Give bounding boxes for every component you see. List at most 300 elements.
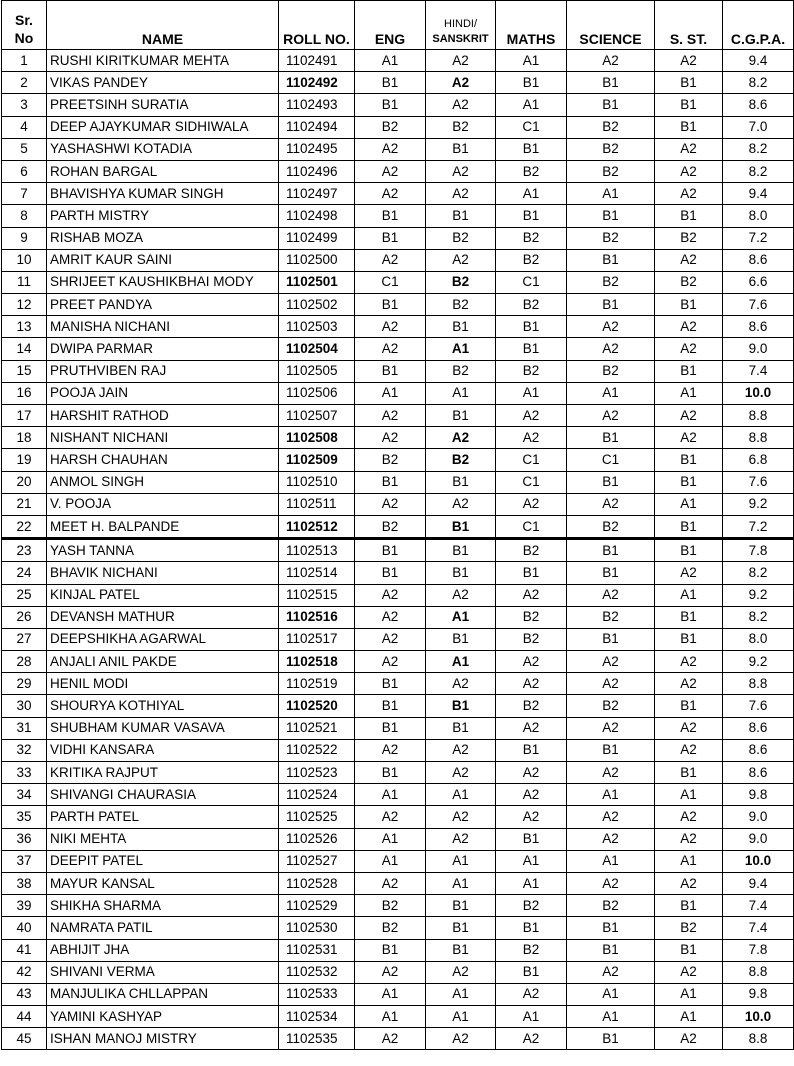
hindi-cell: B2 [426,294,496,316]
table-row [2,271,794,293]
sr-no-cell: 26 [2,606,47,628]
table-row [2,872,794,894]
sst-cell: B1 [655,515,723,538]
name-cell: V. POOJA [47,493,279,515]
name-cell: KINJAL PATEL [47,584,279,606]
eng-cell: A2 [355,138,426,160]
sr-no-cell: 12 [2,294,47,316]
roll-no-cell: 1102523 [279,762,355,784]
name-cell: SHOURYA KOTHIYAL [47,695,279,717]
name-cell: RISHAB MOZA [47,227,279,249]
name-cell: ANMOL SINGH [47,471,279,493]
cgpa-cell: 8.8 [723,427,794,449]
science-cell: B2 [567,895,655,917]
sr-no-cell: 4 [2,116,47,138]
roll-no-cell: 1102511 [279,493,355,515]
roll-no-cell: 1102519 [279,673,355,695]
maths-cell: C1 [496,515,567,538]
sst-cell: B1 [655,360,723,382]
maths-cell: B1 [496,562,567,584]
results-table [1,0,794,1050]
sr-no-cell: 30 [2,695,47,717]
roll-no-cell: 1102525 [279,806,355,828]
sr-no-cell: 13 [2,316,47,338]
science-cell: A2 [567,806,655,828]
sst-cell: B1 [655,449,723,471]
eng-cell: A1 [355,784,426,806]
roll-no-cell: 1102518 [279,651,355,673]
sr-no-cell: 3 [2,94,47,116]
roll-no-cell: 1102513 [279,539,355,562]
table-row [2,739,794,761]
hindi-cell: A1 [426,338,496,360]
table-row [2,205,794,227]
maths-cell: B1 [496,739,567,761]
maths-cell: C1 [496,449,567,471]
name-cell: MAYUR KANSAL [47,872,279,894]
cgpa-cell: 9.0 [723,338,794,360]
cgpa-cell: 7.0 [723,116,794,138]
sr-no-cell: 5 [2,138,47,160]
table-row [2,917,794,939]
science-cell: B2 [567,227,655,249]
science-cell: B2 [567,138,655,160]
hindi-cell: A1 [426,850,496,872]
hindi-cell: A1 [426,784,496,806]
roll-no-cell: 1102505 [279,360,355,382]
roll-no-cell: 1102516 [279,606,355,628]
cgpa-cell: 9.2 [723,584,794,606]
sr-no-cell: 27 [2,628,47,650]
sr-no-cell: 32 [2,739,47,761]
maths-cell: B2 [496,249,567,271]
cgpa-cell: 7.4 [723,917,794,939]
table-row [2,471,794,493]
sr-no-cell: 8 [2,205,47,227]
roll-no-cell: 1102512 [279,515,355,538]
eng-cell: A2 [355,316,426,338]
table-row [2,515,794,538]
science-cell: A2 [567,50,655,72]
sr-no-cell: 36 [2,828,47,850]
eng-cell: A1 [355,50,426,72]
name-cell: NISHANT NICHANI [47,427,279,449]
hindi-cell: B2 [426,449,496,471]
roll-no-cell: 1102522 [279,739,355,761]
eng-cell: A2 [355,651,426,673]
cgpa-cell: 8.6 [723,94,794,116]
sr-no-cell: 38 [2,872,47,894]
eng-cell: A2 [355,427,426,449]
name-cell: MEET H. BALPANDE [47,515,279,538]
sr-no-cell: 35 [2,806,47,828]
roll-no-cell: 1102529 [279,895,355,917]
sr-no-cell: 19 [2,449,47,471]
sr-no-cell: 2 [2,72,47,94]
eng-cell: B1 [355,562,426,584]
name-cell: YASH TANNA [47,539,279,562]
name-cell: KRITIKA RAJPUT [47,762,279,784]
sr-no-cell: 34 [2,784,47,806]
science-cell: A2 [567,316,655,338]
eng-cell: B1 [355,939,426,961]
sr-no-cell: 33 [2,762,47,784]
roll-no-cell: 1102497 [279,183,355,205]
sst-cell: B1 [655,628,723,650]
cgpa-cell: 8.6 [723,717,794,739]
sr-no-cell: 41 [2,939,47,961]
science-cell: B2 [567,515,655,538]
cgpa-cell: 8.8 [723,673,794,695]
sr-no-cell: 16 [2,382,47,404]
name-cell: PRUTHVIBEN RAJ [47,360,279,382]
roll-no-cell: 1102514 [279,562,355,584]
eng-cell: B1 [355,762,426,784]
sst-cell: A1 [655,850,723,872]
science-cell: B2 [567,360,655,382]
cgpa-cell: 7.8 [723,939,794,961]
maths-cell: C1 [496,471,567,493]
hindi-cell: B1 [426,405,496,427]
maths-cell: B1 [496,917,567,939]
name-cell: ROHAN BARGAL [47,160,279,182]
header-name: NAME [47,1,279,50]
cgpa-cell: 8.8 [723,405,794,427]
sr-no-cell: 25 [2,584,47,606]
table-row [2,939,794,961]
maths-cell: A2 [496,983,567,1005]
hindi-cell: B1 [426,717,496,739]
table-row [2,160,794,182]
roll-no-cell: 1102535 [279,1028,355,1050]
sst-cell: B1 [655,94,723,116]
cgpa-cell: 9.0 [723,806,794,828]
hindi-cell: A2 [426,762,496,784]
hindi-cell: A1 [426,872,496,894]
maths-cell: B1 [496,338,567,360]
sst-cell: A1 [655,382,723,404]
science-cell: B1 [567,539,655,562]
cgpa-cell: 9.4 [723,50,794,72]
sst-cell: B1 [655,294,723,316]
table-row [2,338,794,360]
name-cell: DEEPSHIKHA AGARWAL [47,628,279,650]
roll-no-cell: 1102494 [279,116,355,138]
sst-cell: A2 [655,338,723,360]
cgpa-cell: 9.4 [723,183,794,205]
sr-no-cell: 17 [2,405,47,427]
name-cell: SHIKHA SHARMA [47,895,279,917]
name-cell: BHAVISHYA KUMAR SINGH [47,183,279,205]
table-row [2,360,794,382]
table-row [2,784,794,806]
table-body [2,50,794,1050]
maths-cell: C1 [496,116,567,138]
hindi-cell: A2 [426,50,496,72]
eng-cell: A2 [355,1028,426,1050]
sst-cell: A2 [655,872,723,894]
eng-cell: A2 [355,160,426,182]
eng-cell: B2 [355,116,426,138]
header-row [2,1,794,50]
hindi-cell: A2 [426,427,496,449]
eng-cell: A2 [355,584,426,606]
hindi-cell: A1 [426,1006,496,1028]
table-row [2,828,794,850]
cgpa-cell: 8.6 [723,762,794,784]
roll-no-cell: 1102500 [279,249,355,271]
sst-cell: A2 [655,739,723,761]
sr-no-cell: 23 [2,539,47,562]
sst-cell: B1 [655,205,723,227]
cgpa-cell: 6.8 [723,449,794,471]
name-cell: SHIVANGI CHAURASIA [47,784,279,806]
sr-no-cell: 39 [2,895,47,917]
cgpa-cell: 8.2 [723,72,794,94]
science-cell: A2 [567,872,655,894]
table-row [2,1028,794,1050]
maths-cell: A2 [496,405,567,427]
sst-cell: B1 [655,762,723,784]
sst-cell: A2 [655,651,723,673]
cgpa-cell: 8.0 [723,628,794,650]
sst-cell: B1 [655,116,723,138]
eng-cell: B1 [355,539,426,562]
table-row [2,673,794,695]
science-cell: A2 [567,828,655,850]
hindi-cell: B1 [426,939,496,961]
eng-cell: B2 [355,515,426,538]
science-cell: B1 [567,739,655,761]
roll-no-cell: 1102491 [279,50,355,72]
sst-cell: B2 [655,227,723,249]
cgpa-cell: 10.0 [723,1006,794,1028]
sst-cell: A1 [655,1006,723,1028]
science-cell: B1 [567,562,655,584]
name-cell: MANJULIKA CHLLAPPAN [47,983,279,1005]
hindi-cell: B1 [426,695,496,717]
science-cell: B1 [567,94,655,116]
cgpa-cell: 6.6 [723,271,794,293]
maths-cell: B2 [496,628,567,650]
sr-no-cell: 11 [2,271,47,293]
table-row [2,138,794,160]
roll-no-cell: 1102492 [279,72,355,94]
science-cell: B2 [567,695,655,717]
science-cell: A1 [567,983,655,1005]
roll-no-cell: 1102520 [279,695,355,717]
maths-cell: A2 [496,762,567,784]
sr-no-cell: 7 [2,183,47,205]
science-cell: B2 [567,606,655,628]
maths-cell: A1 [496,872,567,894]
name-cell: MANISHA NICHANI [47,316,279,338]
header-cgpa: C.G.P.A. [723,1,794,50]
hindi-cell: A2 [426,160,496,182]
sst-cell: A2 [655,961,723,983]
eng-cell: A2 [355,493,426,515]
maths-cell: A2 [496,806,567,828]
sst-cell: B1 [655,939,723,961]
science-cell: B1 [567,628,655,650]
maths-cell: A2 [496,427,567,449]
name-cell: PREET PANDYA [47,294,279,316]
science-cell: A1 [567,784,655,806]
name-cell: ISHAN MANOJ MISTRY [47,1028,279,1050]
maths-cell: B2 [496,227,567,249]
name-cell: HARSHIT RATHOD [47,405,279,427]
eng-cell: A1 [355,983,426,1005]
name-cell: ABHIJIT JHA [47,939,279,961]
maths-cell: A1 [496,94,567,116]
science-cell: C1 [567,449,655,471]
sr-no-cell: 29 [2,673,47,695]
sr-no-cell: 31 [2,717,47,739]
table-row [2,762,794,784]
table-row [2,695,794,717]
cgpa-cell: 7.2 [723,515,794,538]
roll-no-cell: 1102527 [279,850,355,872]
table-row [2,94,794,116]
hindi-cell: B2 [426,360,496,382]
sr-no-cell: 37 [2,850,47,872]
eng-cell: B2 [355,895,426,917]
hindi-cell: B1 [426,539,496,562]
table-row [2,382,794,404]
header-science: SCIENCE [567,1,655,50]
eng-cell: B1 [355,227,426,249]
sr-no-cell: 6 [2,160,47,182]
cgpa-cell: 8.6 [723,249,794,271]
table-row [2,961,794,983]
cgpa-cell: 8.8 [723,961,794,983]
name-cell: PREETSINH SURATIA [47,94,279,116]
table-row [2,72,794,94]
eng-cell: A2 [355,806,426,828]
name-cell: SHRIJEET KAUSHIKBHAI MODY [47,271,279,293]
header-sr-line2: No [14,30,34,46]
name-cell: DEVANSH MATHUR [47,606,279,628]
hindi-cell: A2 [426,584,496,606]
maths-cell: A2 [496,717,567,739]
sst-cell: A2 [655,160,723,182]
science-cell: B1 [567,205,655,227]
eng-cell: B1 [355,294,426,316]
name-cell: PARTH MISTRY [47,205,279,227]
maths-cell: A2 [496,784,567,806]
name-cell: VIKAS PANDEY [47,72,279,94]
name-cell: DEEP AJAYKUMAR SIDHIWALA [47,116,279,138]
hindi-cell: A2 [426,1028,496,1050]
maths-cell: A1 [496,183,567,205]
roll-no-cell: 1102509 [279,449,355,471]
table-row [2,50,794,72]
maths-cell: B1 [496,828,567,850]
cgpa-cell: 7.6 [723,294,794,316]
cgpa-cell: 7.4 [723,895,794,917]
hindi-cell: B1 [426,895,496,917]
maths-cell: A1 [496,50,567,72]
name-cell: POOJA JAIN [47,382,279,404]
eng-cell: B1 [355,72,426,94]
hindi-cell: B2 [426,271,496,293]
table-row [2,316,794,338]
science-cell: B2 [567,160,655,182]
roll-no-cell: 1102532 [279,961,355,983]
roll-no-cell: 1102531 [279,939,355,961]
science-cell: A2 [567,673,655,695]
cgpa-cell: 8.6 [723,316,794,338]
table-row [2,449,794,471]
eng-cell: A2 [355,739,426,761]
hindi-cell: B1 [426,471,496,493]
eng-cell: B1 [355,360,426,382]
eng-cell: A2 [355,872,426,894]
name-cell: DWIPA PARMAR [47,338,279,360]
hindi-cell: A2 [426,961,496,983]
roll-no-cell: 1102501 [279,271,355,293]
cgpa-cell: 9.8 [723,784,794,806]
sst-cell: A2 [655,717,723,739]
sst-cell: A2 [655,183,723,205]
name-cell: HARSH CHAUHAN [47,449,279,471]
sr-no-cell: 15 [2,360,47,382]
sst-cell: A2 [655,50,723,72]
hindi-cell: A2 [426,739,496,761]
roll-no-cell: 1102533 [279,983,355,1005]
sst-cell: A2 [655,828,723,850]
science-cell: B2 [567,116,655,138]
name-cell: NIKI MEHTA [47,828,279,850]
name-cell: NAMRATA PATIL [47,917,279,939]
sst-cell: A2 [655,673,723,695]
science-cell: A2 [567,584,655,606]
sst-cell: B2 [655,271,723,293]
cgpa-cell: 8.2 [723,562,794,584]
table-row [2,651,794,673]
table-row [2,895,794,917]
hindi-cell: A1 [426,983,496,1005]
hindi-cell: B2 [426,227,496,249]
science-cell: B1 [567,1028,655,1050]
cgpa-cell: 10.0 [723,382,794,404]
cgpa-cell: 10.0 [723,850,794,872]
cgpa-cell: 8.0 [723,205,794,227]
roll-no-cell: 1102503 [279,316,355,338]
sst-cell: A2 [655,138,723,160]
hindi-cell: B1 [426,628,496,650]
header-eng: ENG [355,1,426,50]
table-row [2,850,794,872]
eng-cell: A2 [355,628,426,650]
sr-no-cell: 24 [2,562,47,584]
eng-cell: B1 [355,717,426,739]
science-cell: A1 [567,183,655,205]
roll-no-cell: 1102526 [279,828,355,850]
eng-cell: B1 [355,673,426,695]
eng-cell: A1 [355,828,426,850]
sst-cell: A1 [655,983,723,1005]
name-cell: YAMINI KASHYAP [47,1006,279,1028]
hindi-cell: B1 [426,138,496,160]
cgpa-cell: 9.8 [723,983,794,1005]
eng-cell: A2 [355,606,426,628]
hindi-cell: A1 [426,606,496,628]
roll-no-cell: 1102499 [279,227,355,249]
eng-cell: A2 [355,961,426,983]
header-hindi-line2: SANSKRIT [432,33,489,45]
sr-no-cell: 28 [2,651,47,673]
